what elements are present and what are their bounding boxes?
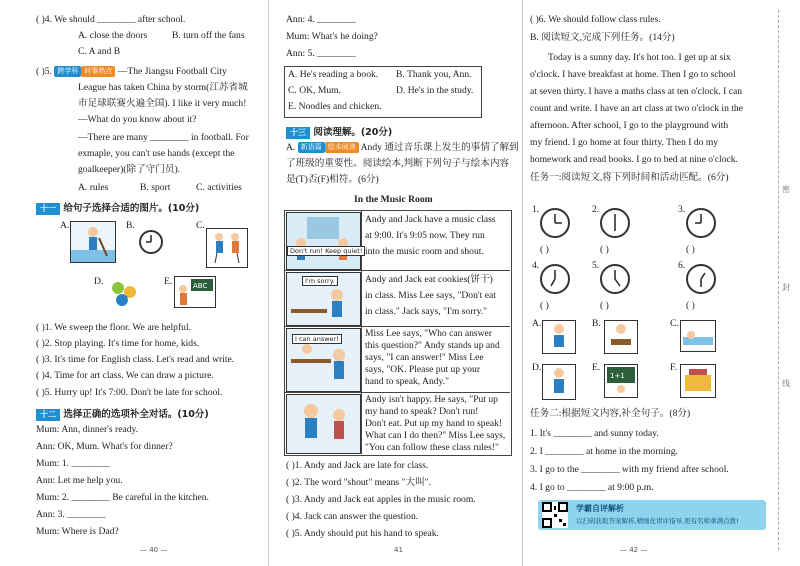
clock-icon — [686, 264, 716, 294]
dialogue-line: Ann: 3. ________ — [36, 509, 106, 520]
clock-label: 1. — [532, 204, 540, 215]
task-2-heading: 任务二:根据短文内容,补全句子。(8分) — [530, 408, 691, 419]
q4-option-a: A. close the doors — [78, 30, 148, 41]
story-text: says, "I can answer!" Miss Lee — [365, 352, 484, 363]
activity-label: E. — [592, 362, 601, 373]
badge-cross-subject: 跨学科 — [54, 66, 81, 77]
pic-label-b: B. — [126, 220, 135, 231]
passage-line: at seven thirty. I have a maths class at ten o'clock. I can — [530, 86, 743, 97]
pic-label-a: A. — [60, 220, 70, 231]
speech-bubble: I'm sorry. — [302, 276, 338, 286]
option-d: D. He's in the study. — [396, 85, 474, 96]
story-text: Andy and Jack eat cookies(饼干) — [365, 274, 493, 285]
dialogue-line: Ann: 5. ________ — [286, 48, 356, 59]
q4-stem: ( )4. We should ________ after school. — [36, 14, 186, 25]
story-text: Andy isn't happy. He says, "Put up — [365, 394, 498, 405]
clock-picture-icon — [139, 230, 163, 254]
banner-text: 以扫码获取答案解析,精细化讲评指导,更有名师拿满点拨! — [576, 517, 739, 525]
match-item-2: ( )2. Stop playing. It's time for home, kids. — [36, 338, 200, 349]
story-picture-4 — [286, 394, 361, 454]
tf-item-1: ( )1. Andy and Jack are late for class. — [286, 460, 429, 471]
reading-intro: 了班级的重要性。阅读绘本,判断下列句子与绘本内容 — [286, 158, 510, 169]
picture-drawing — [104, 276, 144, 308]
activity-label: A. — [532, 318, 542, 329]
answer-blank: ( ) — [600, 300, 609, 311]
q5-option-c: C. activities — [196, 182, 242, 193]
binding-line — [778, 10, 779, 550]
story-text: into the music room and shout. — [365, 246, 484, 257]
picture-english-class — [174, 276, 216, 308]
q5-line: —There are many ________ in football. For — [78, 132, 249, 143]
clock-icon — [600, 264, 630, 294]
story-text: says, "OK. Please put up your — [365, 364, 481, 375]
page-number-left: — 40 — — [140, 546, 168, 554]
tf-item-5: ( )5. Andy should put his hand to speak. — [286, 528, 439, 539]
passage-line: Today is a sunny day. It's hot too. I get up at six — [548, 52, 731, 63]
match-item-1: ( )1. We sweep the floor. We are helpful. — [36, 322, 192, 333]
dialogue-line: Mum: 1. ________ — [36, 458, 110, 469]
task-1-heading: 任务一:阅读短文,将下列时间和活动匹配。(6分) — [530, 172, 729, 183]
dialogue-line: Ann: Let me help you. — [36, 475, 123, 486]
q5-option-a: A. rules — [78, 182, 109, 193]
story-picture-1 — [286, 212, 361, 270]
self-assessment-banner[interactable] — [538, 500, 766, 530]
story-text: in class. Miss Lee says, "Don't eat — [365, 290, 496, 301]
answer-blank: ( ) — [686, 244, 695, 255]
answer-blank: ( ) — [540, 300, 549, 311]
clock-label: 6. — [678, 260, 686, 271]
q4-option-c: C. A and B — [78, 46, 121, 57]
dialogue-line: Mum: 2. ________ Be careful in the kitchen. — [36, 492, 209, 503]
reading-intro: A. 新语篇 绘本阅读 Andy 通过音乐课上发生的事情了解到 — [286, 142, 519, 153]
story-text: Andy and Jack have a music class — [365, 214, 496, 225]
passage-line: my friend. I go home at four thirty. Then I do my — [530, 137, 719, 148]
answer-blank: ( ) — [540, 244, 549, 255]
sign-text: Don't run! Keep quiet! — [287, 246, 365, 256]
q5-option-b: B. sport — [140, 182, 171, 193]
speech-bubble: I can answer! — [292, 334, 342, 344]
option-b: B. Thank you, Ann. — [396, 69, 472, 80]
clock-icon — [686, 208, 716, 238]
clock-label: 2. — [592, 204, 600, 215]
activity-picture — [604, 320, 638, 354]
passage-line: count and write. I have an art class at two o'clock in the — [530, 103, 743, 114]
activity-label: B. — [592, 318, 601, 329]
clock-label: 4. — [532, 260, 540, 271]
story-text: this question?" Andy stands up and — [365, 340, 500, 351]
badge-current-events: 时事热点 — [81, 66, 115, 77]
dialogue-line: Ann: OK, Mum. What's for dinner? — [36, 441, 173, 452]
fill-sentence: 1. It's ________ and sunny today. — [530, 428, 659, 439]
q6: ( )6. We should follow class rules. — [530, 14, 661, 25]
clock-icon — [540, 264, 570, 294]
answer-blank: ( ) — [600, 244, 609, 255]
story-text: at 9:00. It's 9:05 now. They run — [365, 230, 485, 241]
activity-picture — [680, 364, 716, 398]
story-text: What can I do then?" Miss Lee says, — [365, 430, 506, 441]
binding-mark: 线 — [782, 379, 790, 388]
story-text: Miss Lee says, "Who can answer — [365, 328, 493, 339]
story-text: my hand to speak? Don't run! — [365, 406, 479, 417]
answer-blank: ( ) — [686, 300, 695, 311]
section-b-heading: B. 阅读短文,完成下列任务。(14分) — [530, 32, 675, 43]
section-11-heading: 十一 给句子选择合适的图片。(10分) — [36, 200, 199, 215]
svg-text:1+1: 1+1 — [610, 372, 625, 380]
section-12-heading: 十二 选择正确的选项补全对话。(10分) — [36, 406, 209, 421]
passage-line: homework and read books. I go to bed at nine o'clock. — [530, 154, 738, 165]
pic-label-c: C. — [196, 220, 205, 231]
dialogue-line: Ann: 4. ________ — [286, 14, 356, 25]
option-a: A. He's reading a book. — [288, 69, 379, 80]
option-e: E. Noodles and chicken. — [288, 101, 382, 112]
q5-line: 市足球联赛火遍全国). I like it very much! — [78, 98, 247, 109]
activity-picture — [604, 364, 638, 398]
dialogue-line: Mum: Ann, dinner's ready. — [36, 424, 139, 435]
binding-mark: 封 — [782, 283, 790, 292]
section-13-heading: 十三 阅读理解。(20分) — [286, 124, 392, 139]
passage-line: afternoon. After school, I go to the playground with — [530, 120, 729, 131]
picture-sweeping — [70, 221, 116, 263]
dialogue-line: Mum: What's he doing? — [286, 31, 378, 42]
q5-line: —What do you know about it? — [78, 114, 197, 125]
q5-line: League has taken China by storm(江苏省城 — [78, 82, 248, 93]
activity-picture — [680, 320, 716, 352]
banner-title: 学霸自评解析 — [576, 504, 624, 513]
activity-picture — [542, 320, 576, 354]
qr-code-icon[interactable] — [542, 502, 568, 528]
story-text: in class." Jack says, "I'm sorry." — [365, 306, 488, 317]
q5-stem: ( )5. 跨学科 时事热点 —The Jiangsu Football City — [36, 66, 227, 77]
story-text: hand to speak, Andy." — [365, 376, 450, 387]
story-title: In the Music Room — [354, 194, 433, 205]
story-text: Don't eat. Put up my hand to speak! — [365, 418, 503, 429]
binding-mark: 密 — [782, 185, 790, 194]
dialogue-line: Mum: Where is Dad? — [36, 526, 119, 537]
story-text: "You can follow these class rules!" — [365, 442, 499, 453]
tf-item-4: ( )4. Jack can answer the question. — [286, 511, 419, 522]
page-number-right: — 42 — — [620, 546, 648, 554]
tf-item-3: ( )3. Andy and Jack eat apples in the music room. — [286, 494, 476, 505]
clock-icon — [600, 208, 630, 238]
clock-label: 5. — [592, 260, 600, 271]
fill-sentence: 4. I go to ________ at 9:00 p.m. — [530, 482, 654, 493]
q5-line: goalkeeper)(除了守门员). — [78, 164, 181, 175]
activity-label: C. — [670, 318, 679, 329]
q4-option-b: B. turn off the fans — [172, 30, 245, 41]
fill-sentence: 3. I go to the ________ with my friend after school. — [530, 464, 729, 475]
activity-label: D. — [532, 362, 542, 373]
match-item-4: ( )4. Time for art class. We can draw a picture. — [36, 370, 214, 381]
q5-line: exmaple, you can't use hands (except the — [78, 148, 235, 159]
match-item-5: ( )5. Hurry up! It's 7:00. Don't be late for school. — [36, 387, 223, 398]
fill-sentence: 2. I ________ at home in the morning. — [530, 446, 678, 457]
reading-intro: 是(T)否(F)相符。(6分) — [286, 174, 379, 185]
tf-item-2: ( )2. The word "shout" means "大叫". — [286, 477, 431, 488]
activity-picture — [542, 364, 576, 400]
pic-label-e: E. — [164, 276, 173, 287]
passage-line: o'clock. I have breakfast at home. Then I go to school — [530, 69, 736, 80]
page-number-middle: 41 — [394, 546, 403, 554]
clock-icon — [540, 208, 570, 238]
picture-kids-playing — [206, 228, 248, 268]
svg-text:ABC: ABC — [193, 282, 208, 290]
activity-label: F. — [670, 362, 677, 373]
match-item-3: ( )3. It's time for English class. Let's read and write. — [36, 354, 235, 365]
clock-label: 3. — [678, 204, 686, 215]
option-c: C. OK, Mum. — [288, 85, 342, 96]
pic-label-d: D. — [94, 276, 104, 287]
